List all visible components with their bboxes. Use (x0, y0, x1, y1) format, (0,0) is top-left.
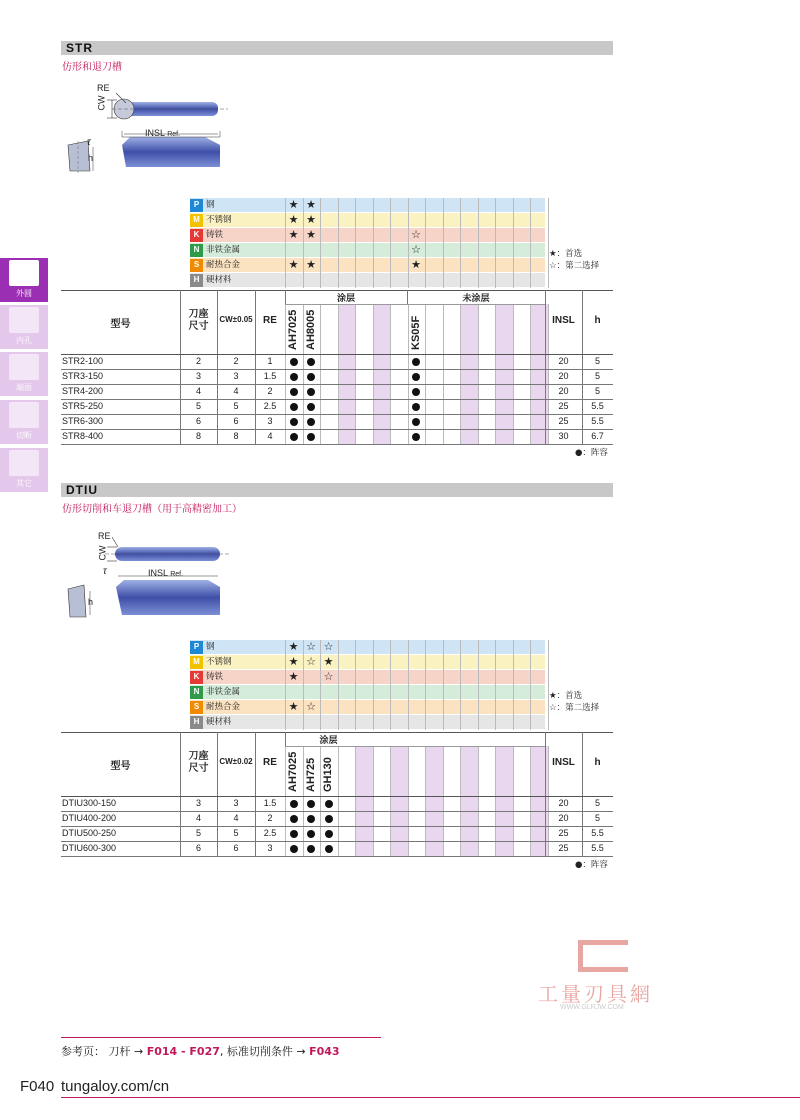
stock-dot (307, 433, 315, 441)
side-tab-icon (9, 307, 39, 333)
dtiu-diagram-tau-label: τ (103, 566, 107, 577)
side-tab-icon (9, 260, 39, 286)
cell-seat: 6 (195, 416, 201, 426)
stock-dot (325, 845, 333, 853)
stock-dot (325, 830, 333, 838)
cell-h: 5 (594, 371, 600, 381)
cell-seat: 4 (195, 386, 201, 396)
cell-seat: 5 (195, 401, 201, 411)
cell-cw: 4 (233, 386, 239, 396)
material-letter: S (190, 259, 203, 272)
cell-h: 5 (594, 356, 600, 366)
rating-mark: ☆ (411, 229, 421, 241)
stock-dot (307, 373, 315, 381)
cell-model: STR6-300 (62, 416, 104, 426)
footer-reference: 参考页： 刀杆 → F014 - F027, 标准切削条件 → F043 (61, 1045, 340, 1058)
material-letter: H (190, 274, 203, 287)
cell-insl: 20 (558, 386, 569, 396)
dtiu-diagram-re-label: RE (98, 531, 111, 541)
material-letter: P (190, 199, 203, 212)
legend-stock: ●：阵容 (575, 860, 608, 870)
stock-dot (290, 800, 298, 808)
cell-cw: 3 (233, 798, 239, 808)
rating-mark: ★ (306, 199, 316, 211)
stock-dot (290, 418, 298, 426)
table-row (0, 369, 800, 384)
table-row (0, 384, 800, 399)
grade-label: AH8005 (304, 309, 317, 350)
table-row (0, 399, 800, 414)
table-row (0, 429, 800, 444)
cell-cw: 2 (233, 356, 239, 366)
grade-label: AH725 (304, 757, 317, 792)
dtiu-side-view-body (116, 580, 220, 615)
rating-mark: ★ (288, 656, 299, 668)
table-row (0, 414, 800, 429)
side-tab-5[interactable] (0, 448, 48, 492)
cell-insl: 25 (558, 416, 569, 426)
rating-mark: ★ (306, 229, 316, 241)
stock-dot (290, 845, 298, 853)
side-tab-label: 其它 (16, 479, 32, 488)
stock-dot (307, 388, 315, 396)
stock-dot (307, 403, 315, 411)
legend-preferred: ★：首选 (549, 249, 583, 259)
cell-seat: 8 (195, 431, 201, 441)
rating-mark: ★ (288, 259, 299, 271)
cell-insl: 20 (558, 798, 569, 808)
cell-re: 1.5 (263, 798, 277, 808)
cw-header: CW±0.05 (219, 315, 253, 324)
material-name: 非铁金属 (206, 245, 241, 255)
h-header: h (594, 315, 601, 326)
stock-dot (412, 403, 420, 411)
watermark-logo (578, 940, 628, 972)
cell-cw: 3 (233, 371, 239, 381)
material-letter: P (190, 641, 203, 654)
str-section-subtitle: 仿形和退刀槽 (62, 62, 122, 73)
site-url[interactable]: tungaloy.com/cn (61, 1078, 170, 1095)
cell-insl: 20 (558, 813, 569, 823)
material-letter: K (190, 229, 203, 242)
cell-model: DTIU400-200 (62, 813, 117, 823)
cell-model: STR8-400 (62, 431, 104, 441)
material-name: 硬材料 (206, 717, 232, 727)
cell-re: 1 (267, 356, 273, 366)
cell-seat: 6 (195, 843, 201, 853)
cell-cw: 5 (233, 401, 239, 411)
grade-label: AH7025 (287, 309, 299, 350)
str-side-view-body (122, 137, 220, 167)
str-diagram-cw-label: CW (96, 95, 107, 111)
rating-mark: ★ (288, 199, 299, 211)
dtiu-section-subtitle: 仿形切削和车退刀槽（用于高精密加工） (62, 504, 242, 515)
cell-seat: 4 (195, 813, 201, 823)
stock-dot (412, 418, 420, 426)
cell-re: 2.5 (263, 828, 277, 838)
rating-mark: ★ (411, 259, 421, 271)
table-row (0, 841, 800, 856)
rating-mark: ☆ (323, 671, 334, 683)
material-name: 不锈钢 (206, 215, 232, 225)
cell-re: 3 (267, 843, 273, 853)
legend-stock: ●：阵容 (575, 448, 608, 458)
side-tab-2[interactable] (0, 305, 48, 349)
rating-mark: ☆ (306, 656, 316, 668)
material-name: 钢 (206, 200, 215, 210)
dtiu-end-view (68, 585, 86, 617)
rating-mark: ★ (306, 259, 316, 271)
stock-dot (290, 830, 298, 838)
stock-dot (325, 815, 333, 823)
side-tab-label: 切断 (16, 431, 32, 440)
rating-mark: ☆ (411, 244, 421, 256)
insl-header: INSL (552, 315, 575, 326)
material-name: 铸铁 (206, 672, 224, 682)
re-header: RE (263, 757, 277, 768)
coated-header: 涂层 (336, 293, 355, 303)
cell-seat: 3 (195, 798, 201, 808)
dtiu-diagram-cw-label: CW (97, 545, 108, 561)
cell-cw: 6 (233, 416, 239, 426)
stock-dot (307, 358, 315, 366)
cell-re: 2 (267, 813, 273, 823)
material-name: 非铁金属 (206, 687, 241, 697)
model-header: 型号 (110, 761, 131, 772)
cell-re: 2.5 (263, 401, 277, 411)
cell-cw: 4 (233, 813, 239, 823)
stock-dot (290, 815, 298, 823)
stock-dot (412, 388, 420, 396)
stock-dot (307, 845, 315, 853)
stock-dot (290, 373, 298, 381)
cell-insl: 30 (558, 431, 569, 441)
cell-insl: 25 (558, 401, 569, 411)
stock-dot (412, 373, 420, 381)
rating-mark: ★ (288, 229, 299, 241)
legend-preferred: ★：首选 (549, 691, 583, 701)
table-row (0, 811, 800, 826)
cell-model: STR4-200 (62, 386, 104, 396)
material-name: 耐热合金 (206, 260, 241, 270)
legend-second: ☆：第二选择 (549, 703, 600, 713)
grade-label: AH7025 (287, 751, 299, 792)
stock-dot (307, 815, 315, 823)
cell-h: 5.5 (591, 843, 604, 853)
watermark-url: WWW.GLRJW.COM (560, 1004, 624, 1011)
cell-re: 2 (267, 386, 273, 396)
stock-dot (412, 358, 420, 366)
cell-h: 5 (594, 813, 600, 823)
cell-h: 5.5 (591, 401, 604, 411)
str-diagram-tau-label: τ (87, 137, 91, 148)
cell-re: 4 (267, 431, 273, 441)
cell-h: 5.5 (591, 416, 604, 426)
footer-link-holders[interactable]: F014 - F027 (146, 1045, 220, 1058)
footer-link-cutting-conditions[interactable]: F043 (309, 1045, 340, 1058)
side-tab-1[interactable] (0, 258, 48, 302)
page-number: F040 (20, 1078, 55, 1095)
cell-insl: 20 (558, 371, 569, 381)
stock-dot (290, 403, 298, 411)
side-tab-label: 外圆 (16, 289, 32, 298)
cell-seat: 3 (195, 371, 201, 381)
seat-size-header: 刀座 尺寸 (188, 751, 209, 774)
cell-model: DTIU500-250 (62, 828, 117, 838)
str-section-title: STR (61, 41, 613, 55)
rating-mark: ★ (288, 671, 299, 683)
watermark-text: 工量刃具網 (538, 982, 653, 1006)
model-header: 型号 (110, 319, 131, 330)
material-letter: S (190, 701, 203, 714)
insl-header: INSL (552, 757, 575, 768)
rating-legend (549, 690, 599, 714)
str-insert-diagram (60, 75, 240, 175)
stock-dot (307, 800, 315, 808)
cell-model: DTIU600-300 (62, 843, 117, 853)
h-header: h (594, 757, 601, 768)
dtiu-diagram-insl-label: INSL Ref. (148, 568, 184, 578)
rating-mark: ★ (288, 214, 299, 226)
cell-h: 5 (594, 386, 600, 396)
grade-label: GH130 (322, 757, 334, 792)
table-row (0, 826, 800, 841)
material-letter: M (190, 656, 203, 669)
rating-mark: ☆ (323, 641, 334, 653)
cell-re: 3 (267, 416, 273, 426)
cell-insl: 25 (558, 828, 569, 838)
cell-model: STR3-150 (62, 371, 104, 381)
grade-label: KS05F (409, 315, 422, 350)
table-row (0, 796, 800, 811)
coated-header: 涂层 (319, 735, 338, 745)
material-letter: M (190, 214, 203, 227)
rating-legend (549, 248, 599, 272)
material-name: 铸铁 (206, 230, 224, 240)
material-letter: H (190, 716, 203, 729)
str-diagram-h-label: h (88, 153, 94, 163)
cell-seat: 2 (195, 356, 201, 366)
cell-h: 5.5 (591, 828, 604, 838)
rating-mark: ★ (306, 214, 316, 226)
stock-dot (290, 388, 298, 396)
seat-size-header: 刀座 尺寸 (188, 309, 209, 332)
cell-cw: 8 (233, 431, 239, 441)
legend-second: ☆：第二选择 (549, 261, 600, 271)
cell-h: 6.7 (591, 431, 604, 441)
material-letter: N (190, 244, 203, 257)
cell-seat: 5 (195, 828, 201, 838)
side-tab-icon (9, 450, 39, 476)
cell-cw: 5 (233, 828, 239, 838)
table-row (0, 354, 800, 369)
stock-dot (325, 800, 333, 808)
str-diagram-re-label: RE (97, 83, 110, 93)
side-tab-label: 端面 (16, 383, 32, 392)
material-name: 耐热合金 (206, 702, 241, 712)
cell-model: DTIU300-150 (62, 798, 117, 808)
cell-model: STR5-250 (62, 401, 104, 411)
rating-mark: ★ (288, 701, 299, 713)
stock-dot (307, 418, 315, 426)
stock-dot (290, 358, 298, 366)
material-name: 钢 (206, 642, 215, 652)
stock-dot (412, 433, 420, 441)
rating-mark: ☆ (306, 701, 316, 713)
dtiu-diagram-h-label: h (88, 597, 94, 607)
str-diagram-insl-label: INSL Ref. (145, 128, 181, 138)
stock-dot (307, 830, 315, 838)
material-name: 不锈钢 (206, 657, 232, 667)
uncoated-header: 未涂层 (462, 293, 490, 303)
rating-mark: ★ (288, 641, 299, 653)
cell-insl: 25 (558, 843, 569, 853)
cell-h: 5 (594, 798, 600, 808)
material-letter: N (190, 686, 203, 699)
cw-header: CW±0.02 (219, 757, 253, 766)
cell-insl: 20 (558, 356, 569, 366)
rating-mark: ☆ (306, 641, 316, 653)
rating-mark: ★ (323, 656, 334, 668)
cell-model: STR2-100 (62, 356, 104, 366)
stock-dot (290, 433, 298, 441)
dtiu-section-title: DTIU (61, 483, 613, 497)
material-letter: K (190, 671, 203, 684)
re-header: RE (263, 315, 277, 326)
cell-cw: 6 (233, 843, 239, 853)
side-tab-label: 内孔 (16, 336, 32, 345)
material-name: 硬材料 (206, 275, 232, 285)
cell-re: 1.5 (263, 371, 277, 381)
